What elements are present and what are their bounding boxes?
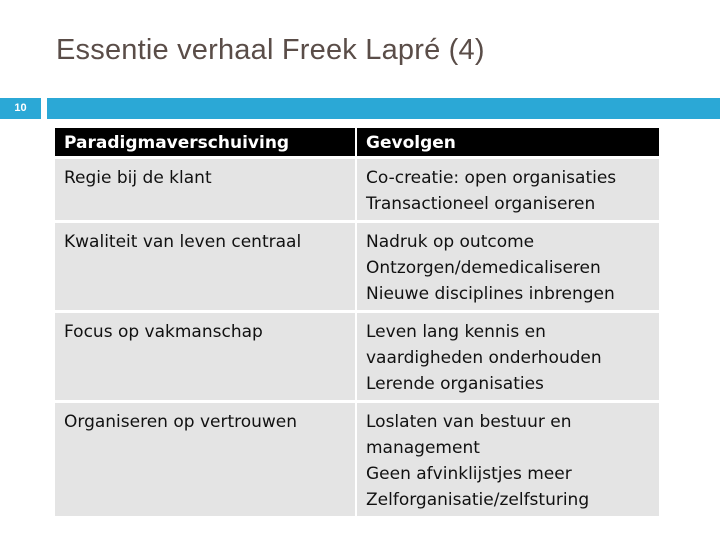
cell-paradigm-shift <box>55 221 356 311</box>
slide-title: Essentie verhaal Freek Lapré (4) <box>56 34 485 66</box>
cell-paradigm-shift <box>55 157 356 221</box>
effect-line: Co-creatie: open organisaties <box>366 167 617 188</box>
paradigm-table <box>55 128 659 516</box>
cell-paradigm-shift <box>55 401 356 516</box>
effect-line: vaardigheden onderhouden <box>366 347 602 368</box>
table-header-row <box>55 128 659 157</box>
shift-text: Focus op vakmanschap <box>64 321 263 342</box>
table-row <box>55 401 659 516</box>
shift-text: Regie bij de klant <box>64 167 212 188</box>
table-row <box>55 157 659 221</box>
cell-consequences <box>356 221 659 311</box>
table-row <box>55 221 659 311</box>
table-row <box>55 311 659 401</box>
effect-line: Ontzorgen/demedicaliseren <box>366 257 601 278</box>
slide-number: 10 <box>0 98 41 119</box>
cell-consequences <box>356 401 659 516</box>
shift-text: Organiseren op vertrouwen <box>64 411 298 432</box>
effect-line: Geen afvinklijstjes meer <box>366 463 572 484</box>
cell-paradigm-shift <box>55 311 356 401</box>
shift-text: Kwaliteit van leven centraal <box>64 231 302 252</box>
effect-line: management <box>366 437 480 458</box>
accent-bar <box>47 98 720 119</box>
header-consequences: Gevolgen <box>356 128 659 157</box>
effect-line: Nieuwe disciplines inbrengen <box>366 283 615 304</box>
cell-consequences <box>356 311 659 401</box>
effect-line: Loslaten van bestuur en <box>366 411 572 432</box>
effect-line: Nadruk op outcome <box>366 231 535 252</box>
content-table-wrapper <box>55 128 659 516</box>
effect-line: Zelforganisatie/zelfsturing <box>366 489 590 510</box>
effect-line: Leven lang kennis en <box>366 321 546 342</box>
effect-line: Transactioneel organiseren <box>366 193 596 214</box>
header-paradigm-shift: Paradigmaverschuiving <box>55 128 356 157</box>
effect-line: Lerende organisaties <box>366 373 544 394</box>
cell-consequences <box>356 157 659 221</box>
